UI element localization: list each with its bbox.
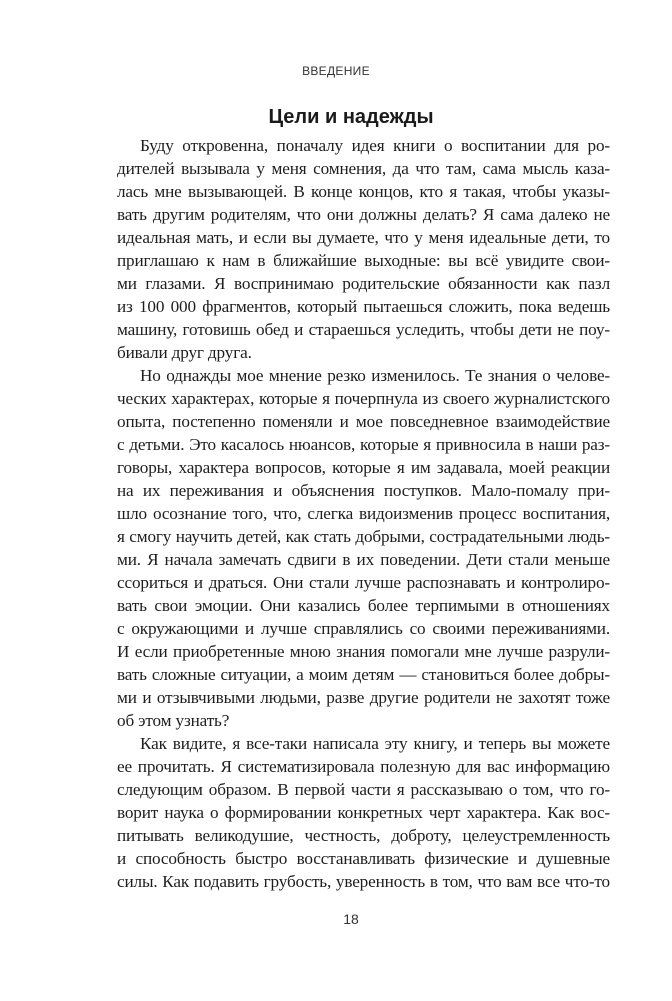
body-text [117,134,610,893]
text-line: следующим образом. В первой части я рассказываю о том, что го- [117,780,610,799]
text-line: с окружающими и лучше справлялись со своими переживаниями. [117,619,610,638]
paragraph [117,134,610,364]
text-line: идеальная мать, и если вы думаете, что у меня идеальные дети, то [117,228,610,247]
text-line: из 100 000 фрагментов, который пытаешься сложить, пока ведешь [117,297,610,316]
text-line: Но однажды мое мнение резко изменилось. Те знания о челове- [140,366,610,385]
paragraph [117,732,610,893]
text-line: питывать великодушие, честность, доброту, целеустремленность [117,826,610,845]
running-head: ВВЕДЕНИЕ [302,64,370,78]
text-line: вать другим родителям, что они должны делать? Я сама далеко не [117,205,610,224]
text-line: вать свои эмоции. Они казались более терпимыми в отношениях [117,596,610,615]
text-line: шло осознание того, что, слегка видоизменив процесс воспитания, [117,504,610,523]
text-line: Буду откровенна, поначалу идея книги о воспитании для ро- [140,136,610,155]
text-line: дителей вызывала у меня сомнения, да что там, сама мысль каза- [117,159,610,178]
text-line: говоры, характера вопросов, которые я им задавала, моей реакции [117,458,610,477]
text-line: ми глазами. Я воспринимаю родительские обязанности как пазл [117,274,610,293]
text-line: Как видите, я все-таки написала эту книгу, и теперь вы можете [140,734,610,753]
text-line: ми и отзывчивыми людьми, разве другие родители не захотят тоже [117,688,610,707]
text-line: ссориться и драться. Они стали лучше распознавать и контролиро- [117,573,610,592]
text-line: с детьми. Это касалось нюансов, которые я привносила в наши раз- [117,435,610,454]
text-line: опыта, постепенно поменяли и мое повседневное взаимодействие [117,412,610,431]
text-line: ее прочитать. Я систематизировала полезную для вас информацию [117,757,610,776]
text-line: приглашаю к нам в ближайшие выходные: вы всё увидите свои- [117,251,610,270]
text-line: лась мне вызывающей. В конце концов, кто я такая, чтобы указы- [117,182,610,201]
page-number: 18 [343,911,359,927]
text-line: бивали друг друга. [117,343,252,362]
paragraph [117,364,610,732]
text-line: вать сложные ситуации, а моим детям — становиться более добры- [117,665,610,684]
text-line: машину, готовишь обед и стараешься уследить, чтобы дети не поу- [117,320,610,339]
text-line: я смогу научить детей, как стать добрыми, сострадательными людь- [117,527,610,546]
text-line: ческих характерах, которые я почерпнула из своего журналистского [117,389,610,408]
text-line: об этом узнать? [117,711,230,730]
text-line: на их переживания и объяснения поступков. Мало-помалу при- [117,481,610,500]
text-line: И если приобретенные мною знания помогали мне лучше разрули- [117,642,610,661]
text-line: ворит наука о формировании конкретных черт характера. Как вос- [117,803,610,822]
text-line: силы. Как подавить грубость, уверенность в том, что вам все что-то [117,872,610,891]
text-line: и способность быстро восстанавливать физические и душевные [117,849,610,868]
text-line: ми. Я начала замечать сдвиги в их поведении. Дети стали меньше [117,550,610,569]
section-title: Цели и надежды [268,106,434,128]
